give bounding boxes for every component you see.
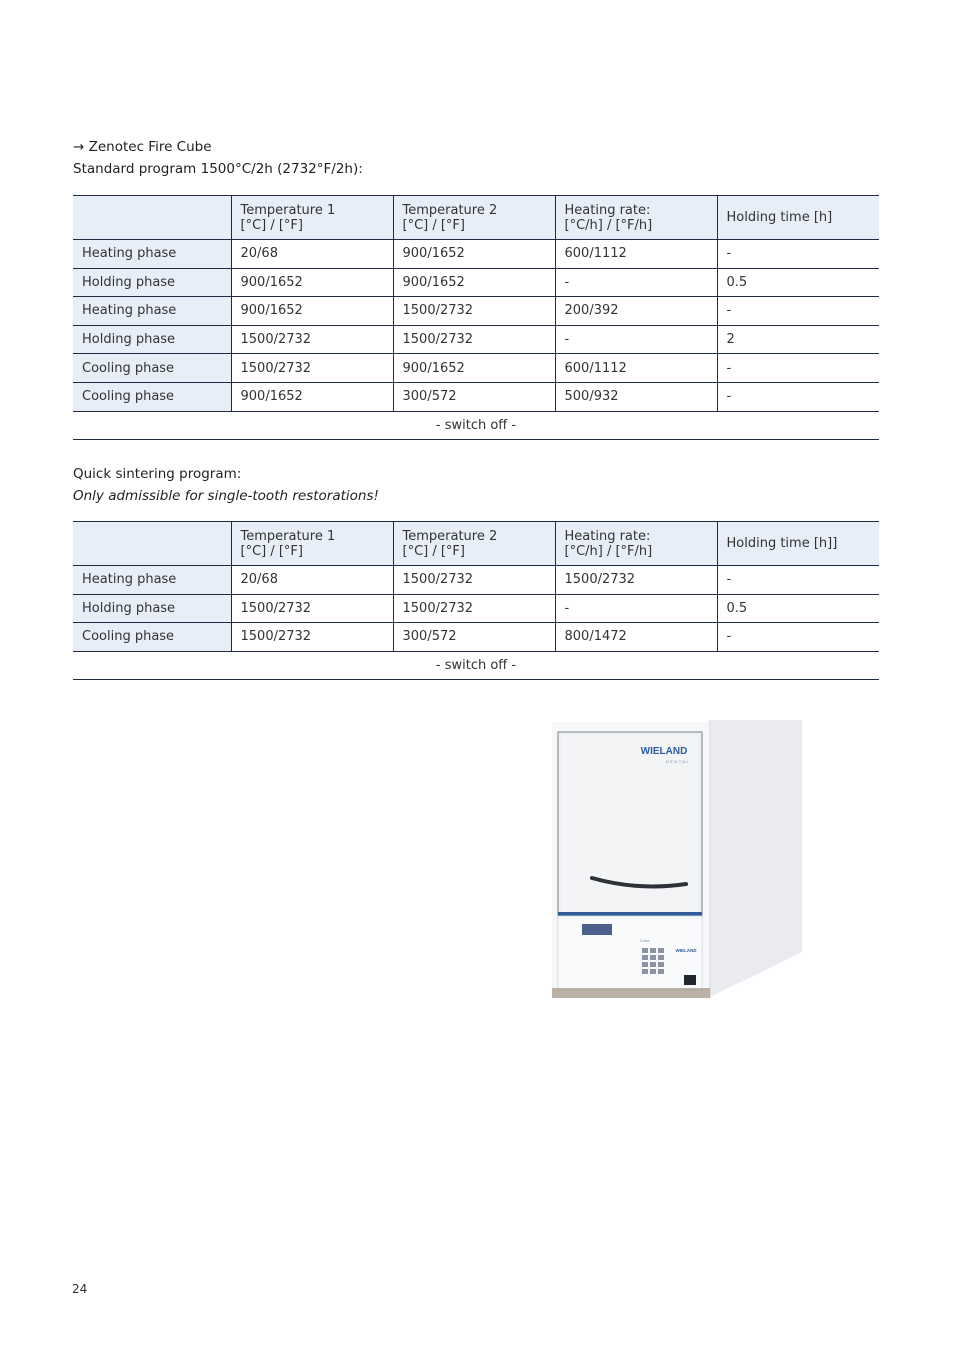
table-cell: - [717,382,879,411]
table-cell: 900/1652 [393,354,555,383]
table-row [73,623,879,652]
table-cell: 1500/2732 [393,566,555,595]
header-heating-rate [555,522,717,566]
wieland-logo: WIELAND [640,746,688,757]
header-line: Holding time [h]] [726,536,838,551]
table-cell: 300/572 [393,382,555,411]
table-row [73,594,879,623]
table-cell: 1500/2732 [231,354,393,383]
table-footer-row [73,651,879,680]
phase-label: Holding phase [73,325,231,354]
table-cell: 600/1112 [555,354,717,383]
header-line: Heating rate: [°C/h] / [°F/h] [564,528,653,559]
quick-program-note: Only admissible for single-tooth restorations! [73,488,379,504]
table-cell: 2 [717,325,879,354]
table-row [73,240,879,269]
header-line: Temperature 1 [°C] / [°F] [240,528,336,559]
section-title [73,136,212,158]
table-cell: 300/572 [393,623,555,652]
table-cell: - [717,297,879,326]
header-line: Holding time [h] [726,210,833,225]
header-holding-time [717,196,879,240]
table-cell: 1500/2732 [393,297,555,326]
switch-off-note: - switch off - [73,411,879,440]
table-cell: 1500/2732 [231,325,393,354]
table-cell: 0.5 [717,594,879,623]
program-title: Standard program 1500°C/2h (2732°F/2h): [73,161,363,177]
phase-label: Holding phase [73,268,231,297]
table-cell: 500/932 [555,382,717,411]
table-cell: 0.5 [717,268,879,297]
phase-label: Heating phase [73,566,231,595]
table-cell: 600/1112 [555,240,717,269]
header-temperature-1 [231,522,393,566]
standard-program-table [73,195,879,440]
table-cell: 200/392 [555,297,717,326]
header-heating-rate [555,196,717,240]
table-cell: - [717,566,879,595]
table-cell: 1500/2732 [231,623,393,652]
header-temperature-2 [393,522,555,566]
phase-label: Cooling phase [73,623,231,652]
power-switch [684,975,696,985]
header-cell-empty [73,196,231,240]
control-panel [558,912,702,990]
table-cell: - [555,594,717,623]
phase-label: Cooling phase [73,354,231,383]
table-row [73,325,879,354]
phase-label: Holding phase [73,594,231,623]
phase-label: Heating phase [73,240,231,269]
wieland-logo-sub: DENTAL [665,759,691,764]
panel-model-label: Cube [640,938,650,943]
table-cell: 1500/2732 [555,566,717,595]
header-holding-time [717,522,879,566]
table-cell: 1500/2732 [393,325,555,354]
table-cell: - [717,623,879,652]
table-cell: 20/68 [231,566,393,595]
quick-sintering-table [73,521,879,680]
table-row [73,566,879,595]
phase-label: Heating phase [73,297,231,326]
table-cell: - [555,268,717,297]
table-row [73,382,879,411]
furnace-photo [548,716,806,1004]
header-line: Temperature 2 [°C] / [°F] [402,528,498,559]
header-line: Heating rate: [°C/h] / [°F/h] [564,202,653,233]
table-cell: - [717,354,879,383]
table-cell: 1500/2732 [231,594,393,623]
table-row [73,354,879,383]
table-cell: 800/1472 [555,623,717,652]
table-cell: 900/1652 [231,268,393,297]
table-cell: 900/1652 [393,240,555,269]
table-cell: 20/68 [231,240,393,269]
panel-brand-label: WIELAND [675,948,697,953]
product-name: Zenotec Fire Cube [88,139,212,155]
table-header-row [73,196,879,240]
table-cell: 900/1652 [231,297,393,326]
header-line: Temperature 2 [°C] / [°F] [402,202,498,233]
arrow-icon: → [73,139,85,155]
header-temperature-2 [393,196,555,240]
table-cell: 1500/2732 [393,594,555,623]
table-cell: 900/1652 [393,268,555,297]
table-row [73,297,879,326]
table-footer-row [73,411,879,440]
quick-program-title: Quick sintering program: [73,466,242,482]
table-row [73,268,879,297]
switch-off-note: - switch off - [73,651,879,680]
table-cell: - [717,240,879,269]
page-number: 24 [72,1282,88,1296]
table-cell: 900/1652 [231,382,393,411]
header-temperature-1 [231,196,393,240]
table-header-row [73,522,879,566]
table-cell: - [555,325,717,354]
header-line: Temperature 1 [°C] / [°F] [240,202,336,233]
phase-label: Cooling phase [73,382,231,411]
header-cell-empty [73,522,231,566]
